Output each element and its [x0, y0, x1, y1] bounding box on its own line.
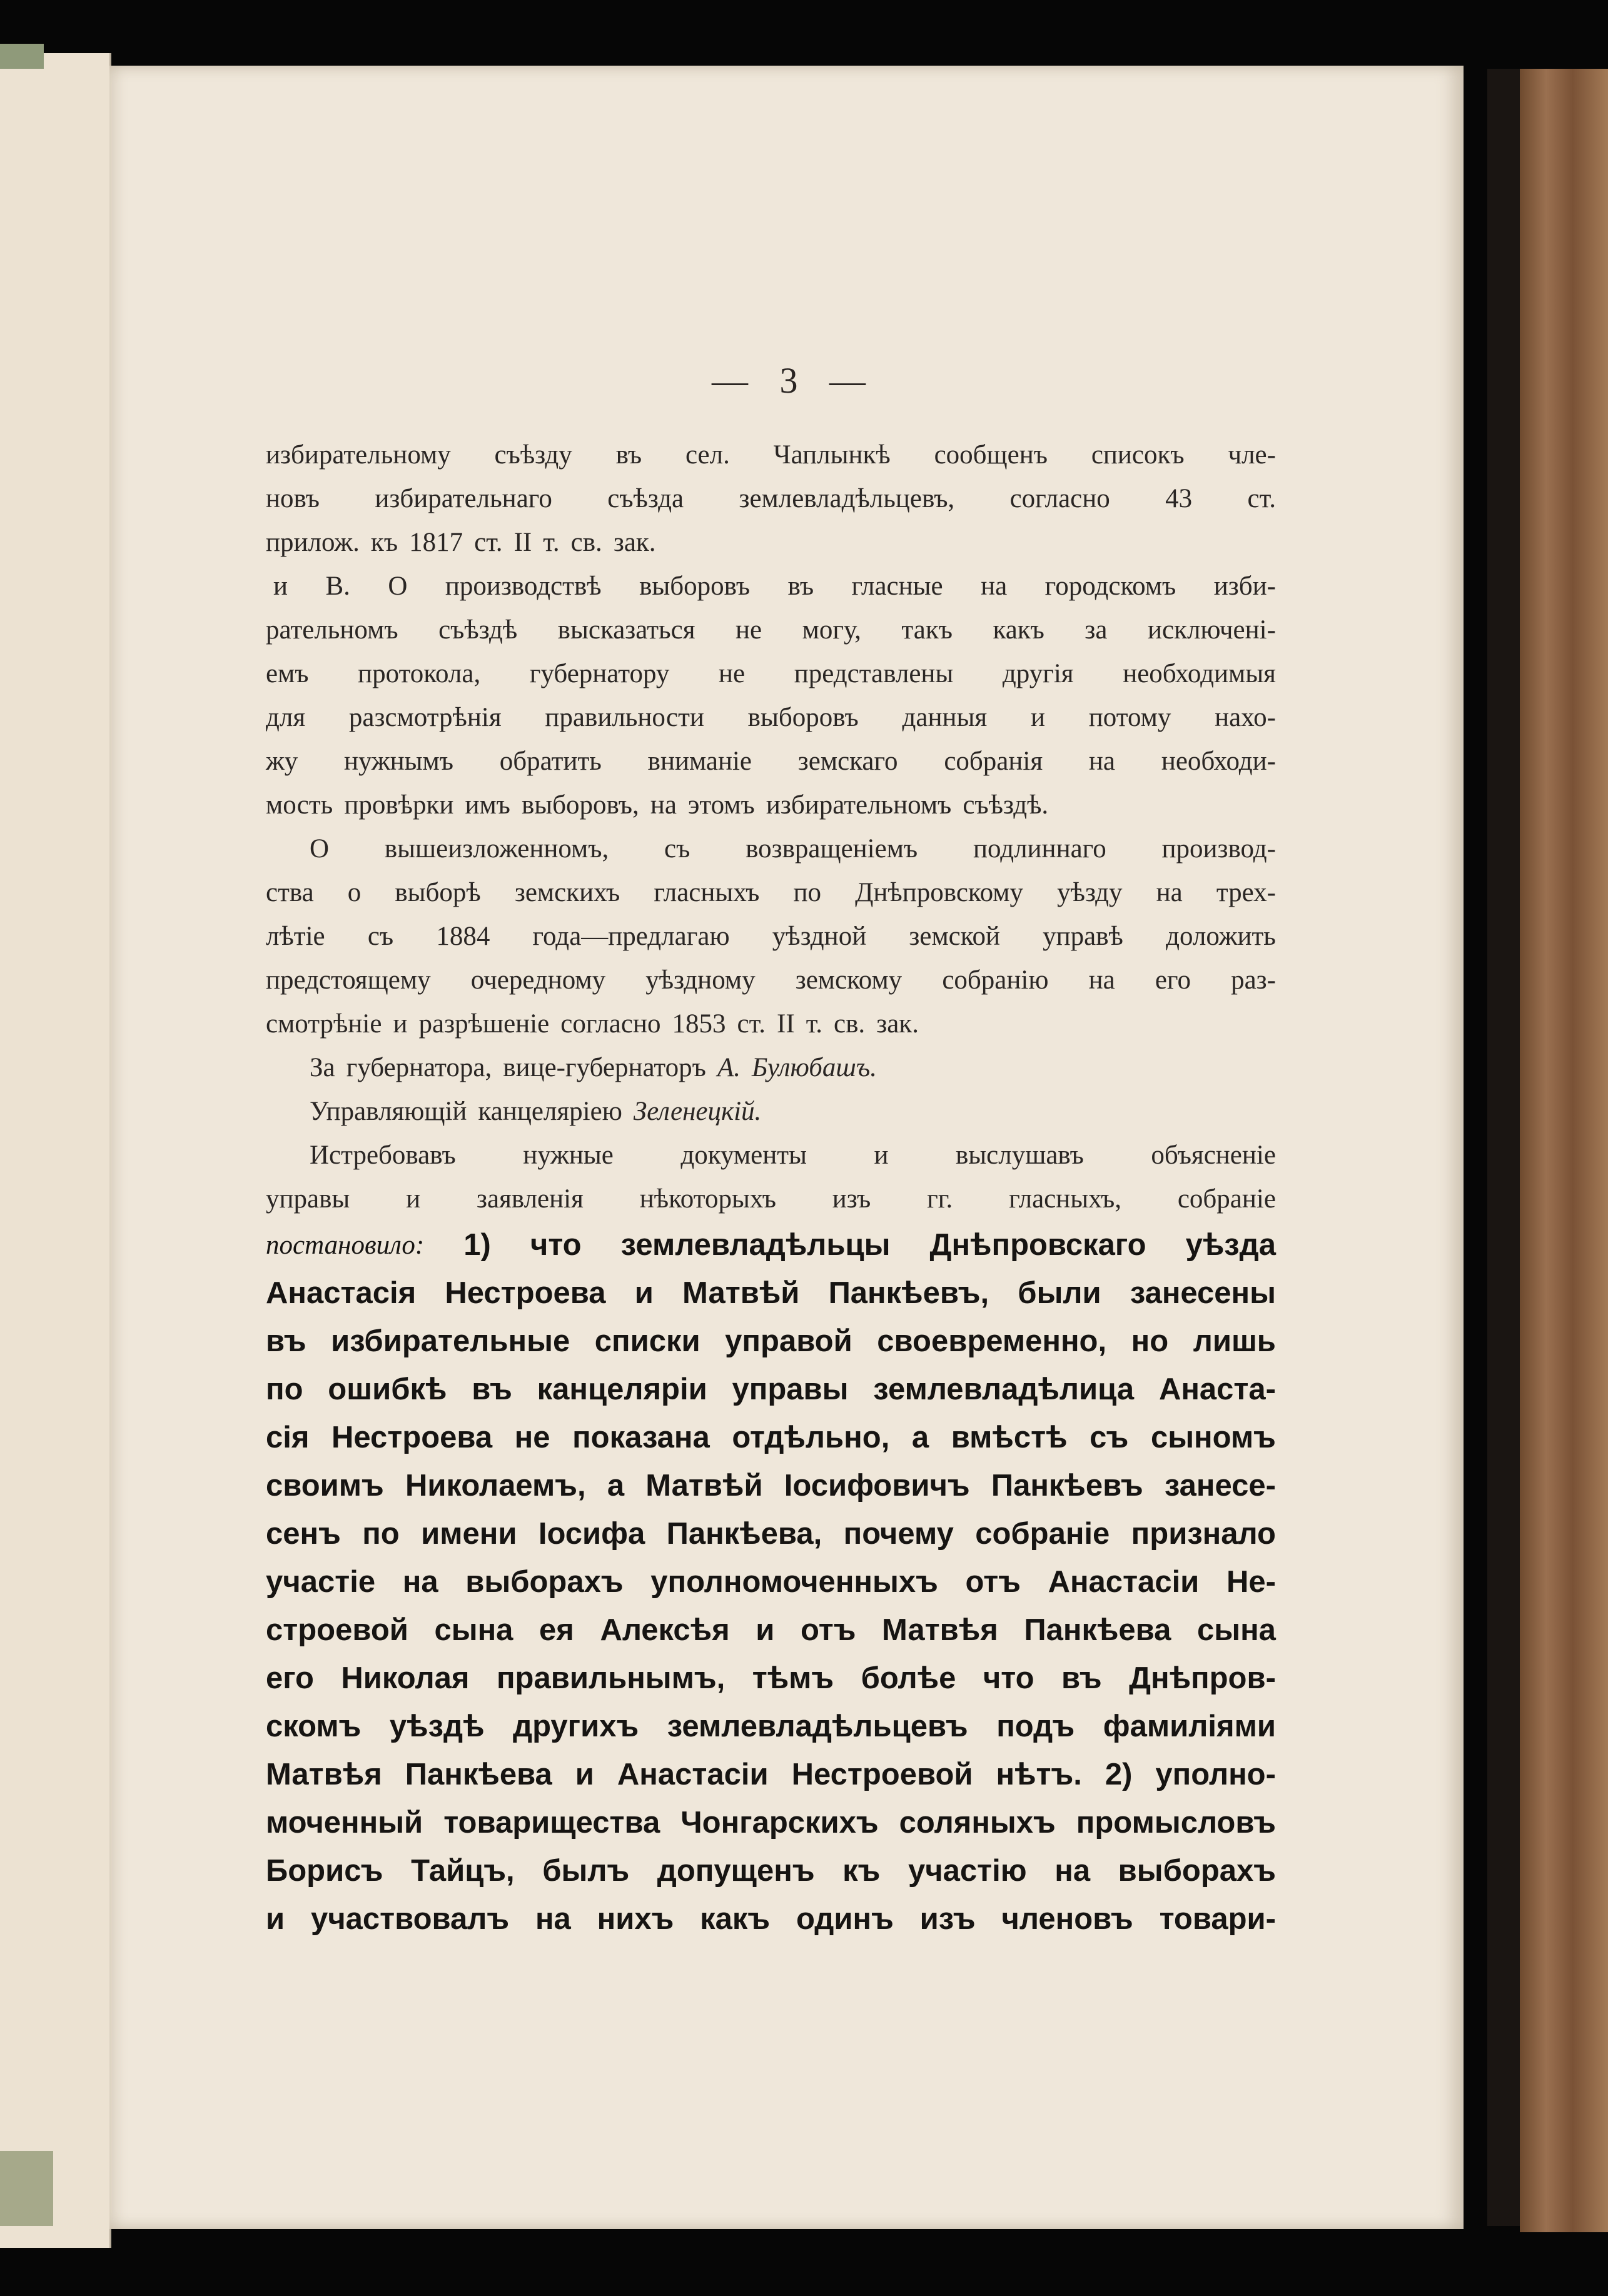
- text-line: [266, 1366, 1276, 1414]
- word: избирательномъ: [766, 790, 952, 820]
- word: выслушавъ: [955, 1140, 1084, 1170]
- word: губернатора,: [346, 1053, 492, 1082]
- word: какъ: [700, 1902, 771, 1936]
- word: землевладѣльцевъ: [667, 1709, 968, 1743]
- word: о: [347, 878, 362, 907]
- word: уѣзду: [1057, 878, 1123, 907]
- word: выборахъ: [1118, 1854, 1276, 1888]
- word: сія: [266, 1421, 310, 1454]
- word: нахо-: [1215, 703, 1276, 732]
- word: въ: [1061, 1661, 1102, 1695]
- word: своевременно,: [877, 1324, 1107, 1358]
- word: списки: [594, 1324, 700, 1358]
- text-line: [266, 1002, 1276, 1046]
- word: допущенъ: [657, 1854, 815, 1888]
- word: изби-: [1213, 571, 1276, 601]
- word: изъ: [832, 1184, 871, 1214]
- word: сенъ: [266, 1517, 341, 1551]
- word: сел.: [685, 440, 730, 470]
- word: этомъ: [687, 790, 755, 820]
- word: необходимыя: [1123, 659, 1276, 688]
- word: соляныхъ: [899, 1806, 1056, 1840]
- word: земской: [909, 922, 1000, 951]
- word: избирательные: [331, 1324, 570, 1358]
- word: вышеизложенномъ,: [384, 834, 609, 864]
- word: сына: [1196, 1613, 1276, 1647]
- word: въ: [266, 1324, 306, 1358]
- word: съ: [367, 922, 394, 951]
- word: Матвѣй: [682, 1276, 800, 1310]
- word: подлиннаго: [973, 834, 1106, 864]
- word: фамиліями: [1103, 1709, 1276, 1743]
- text-line: [266, 1654, 1276, 1703]
- page-number: — 3 —: [712, 360, 877, 401]
- word: уполно-: [1155, 1758, 1276, 1791]
- word: показана: [572, 1421, 710, 1454]
- word: строевой: [266, 1613, 408, 1647]
- previous-page-edge: [0, 53, 111, 2248]
- word: болѣе: [861, 1661, 956, 1695]
- word: и: [393, 1009, 408, 1039]
- word: отъ: [965, 1565, 1021, 1599]
- word: а: [607, 1469, 625, 1503]
- word: 2): [1105, 1758, 1133, 1791]
- word: представлены: [794, 659, 954, 688]
- text-line: [266, 521, 1276, 565]
- word: земскаго: [797, 747, 898, 776]
- word: св.: [570, 528, 602, 557]
- word: были: [1018, 1276, 1101, 1310]
- word: 1853: [672, 1009, 726, 1039]
- word: ст.: [1247, 484, 1276, 513]
- word: участвовалъ: [310, 1902, 510, 1936]
- word: документы: [680, 1140, 807, 1170]
- word: объясненіе: [1151, 1140, 1276, 1170]
- word: за: [1085, 615, 1108, 645]
- word: согласно: [560, 1009, 661, 1039]
- word: Нестроева: [331, 1421, 493, 1454]
- text-line: [266, 1134, 1276, 1177]
- book-cover-corner: [0, 2151, 53, 2226]
- word: занесены: [1130, 1276, 1276, 1310]
- text-line: [266, 1895, 1276, 1943]
- word: уѣздѣ: [389, 1709, 485, 1743]
- word: его: [266, 1661, 314, 1695]
- text-line: [266, 871, 1276, 915]
- word: собранію: [942, 965, 1049, 995]
- word: Іосифа: [538, 1517, 645, 1551]
- text-line: [266, 565, 1276, 608]
- word: собраніе: [975, 1517, 1110, 1551]
- word: согласно: [1009, 484, 1110, 513]
- word: Тайцъ,: [411, 1854, 515, 1888]
- book-cover-edge: [1520, 69, 1608, 2232]
- text-line: [266, 959, 1276, 1002]
- word: Николаемъ,: [405, 1469, 586, 1503]
- word: а: [911, 1421, 929, 1454]
- text-line: [266, 1510, 1276, 1558]
- word: промысловъ: [1076, 1806, 1276, 1840]
- word: потому: [1088, 703, 1171, 732]
- word: не: [719, 659, 746, 688]
- word: протокола,: [358, 659, 481, 688]
- text-line: [266, 433, 1276, 477]
- word: своимъ: [266, 1469, 384, 1503]
- word: къ: [370, 528, 398, 557]
- word: управѣ: [1043, 922, 1123, 951]
- word: городскомъ: [1044, 571, 1176, 601]
- word: и: [1030, 703, 1045, 732]
- text-line: [266, 1177, 1276, 1221]
- word: 43: [1165, 484, 1193, 513]
- word: Днѣпров-: [1129, 1661, 1276, 1695]
- word: и: [266, 1902, 285, 1936]
- text-line: [266, 1751, 1276, 1799]
- word: производ-: [1161, 834, 1276, 864]
- word: и: [634, 1276, 654, 1310]
- word: съѣздѣ: [438, 615, 518, 645]
- word: участію: [908, 1854, 1027, 1888]
- word: выборовъ: [639, 571, 751, 601]
- word: на: [981, 571, 1008, 601]
- word: уѣздному: [645, 965, 756, 995]
- word: ошибкѣ: [328, 1372, 447, 1406]
- word: Панкѣевъ,: [828, 1276, 989, 1310]
- word: земскихъ: [514, 878, 620, 907]
- word: смотрѣніе: [266, 1009, 382, 1039]
- word: занесе-: [1164, 1469, 1276, 1503]
- text-line: [266, 1462, 1276, 1510]
- text-line: [266, 1269, 1276, 1317]
- word: производствѣ: [445, 571, 602, 601]
- word: отъ: [801, 1613, 856, 1647]
- word: Анастасіи: [617, 1758, 769, 1791]
- word: былъ: [542, 1854, 630, 1888]
- word: За: [310, 1053, 335, 1082]
- word: имени: [421, 1517, 517, 1551]
- text-line: [266, 696, 1276, 740]
- word: землевладѣлица: [873, 1372, 1135, 1406]
- word: доложить: [1166, 922, 1276, 951]
- word: могу,: [802, 615, 861, 645]
- word: ея: [539, 1613, 574, 1647]
- word: Іосифовичъ: [784, 1469, 970, 1503]
- word: выборовъ,: [521, 790, 639, 820]
- word: землевладѣльцы: [620, 1228, 891, 1262]
- word: Николая: [341, 1661, 470, 1695]
- word: но: [1131, 1324, 1169, 1358]
- word: и: [874, 1140, 889, 1170]
- text-line: [266, 1558, 1276, 1606]
- word: года—предлагаю: [532, 922, 730, 951]
- word: съ: [1090, 1421, 1129, 1454]
- word: правильнымъ,: [496, 1661, 726, 1695]
- book-cover-corner: [0, 44, 44, 69]
- word: Нестроевой: [791, 1758, 973, 1791]
- word: 1817: [409, 528, 463, 557]
- word: заявленія: [477, 1184, 584, 1214]
- text-line: [266, 1046, 1276, 1090]
- document-body: [266, 433, 1276, 1943]
- word: Днѣпровскому: [855, 878, 1024, 907]
- word: Анаста-: [1158, 1372, 1276, 1406]
- word: гласныхъ,: [1009, 1184, 1121, 1214]
- word: собраніе: [1177, 1184, 1276, 1214]
- word: другія: [1002, 659, 1074, 688]
- word: гласныхъ: [654, 878, 760, 907]
- word: не: [736, 615, 762, 645]
- word: на: [535, 1902, 571, 1936]
- text-line: [266, 1317, 1276, 1366]
- word: почему: [843, 1517, 954, 1551]
- word: уѣздной: [772, 922, 867, 951]
- word: зак.: [613, 528, 656, 557]
- word: по: [362, 1517, 400, 1551]
- word: нѣтъ.: [996, 1758, 1082, 1791]
- word: другихъ: [513, 1709, 639, 1743]
- word: избирательнаго: [375, 484, 552, 513]
- word: товарищества: [443, 1806, 660, 1840]
- word: участіе: [266, 1565, 376, 1599]
- word: Борисъ: [266, 1854, 383, 1888]
- word: Алексѣя: [600, 1613, 730, 1647]
- word: нужные: [523, 1140, 614, 1170]
- word: лѣтіе: [266, 922, 325, 951]
- word: къ: [842, 1854, 881, 1888]
- word: признало: [1131, 1517, 1276, 1551]
- word: рательномъ: [266, 615, 398, 645]
- word: на: [1054, 1854, 1091, 1888]
- word: списокъ: [1091, 440, 1185, 470]
- text-line: [266, 1606, 1276, 1654]
- document-page: [109, 66, 1464, 2229]
- word: на: [650, 790, 677, 820]
- word: провѣрки: [344, 790, 454, 820]
- word: Матвѣя: [882, 1613, 998, 1647]
- word: 1884: [436, 922, 490, 951]
- word: Панкѣева: [405, 1758, 552, 1791]
- word: канцеляріи: [537, 1372, 707, 1406]
- word: не: [514, 1421, 550, 1454]
- text-line: [266, 783, 1276, 827]
- word: выборахъ: [465, 1565, 624, 1599]
- word: т.: [806, 1009, 822, 1039]
- word: съѣзда: [607, 484, 684, 513]
- word: одинъ: [796, 1902, 894, 1936]
- word: въ: [787, 571, 814, 601]
- word: его: [1155, 965, 1191, 995]
- word: канцеляріею: [478, 1097, 622, 1126]
- page-block-edge: [1487, 69, 1520, 2226]
- word: и: [406, 1184, 421, 1214]
- word: Матвѣя: [266, 1758, 382, 1791]
- word: съѣздѣ.: [963, 790, 1049, 820]
- word: вмѣстѣ: [951, 1421, 1068, 1454]
- word: сыномъ: [1150, 1421, 1276, 1454]
- text-line: [266, 740, 1276, 783]
- word: возвращеніемъ: [746, 834, 918, 864]
- word: т.: [543, 528, 560, 557]
- word: зак.: [876, 1009, 919, 1039]
- word: ст.: [474, 528, 503, 557]
- text-line: [266, 1703, 1276, 1751]
- word: Панкѣевъ: [991, 1469, 1143, 1503]
- word: необходи-: [1161, 747, 1276, 776]
- word: выборѣ: [395, 878, 481, 907]
- word: разсмотрѣнія: [348, 703, 502, 732]
- word: А.: [717, 1053, 741, 1082]
- word: землевладѣльцевъ,: [739, 484, 955, 513]
- word: св.: [834, 1009, 866, 1039]
- word: Панкѣева: [1024, 1613, 1171, 1647]
- word: съ: [664, 834, 690, 864]
- text-line: [266, 1414, 1276, 1462]
- word: постановило:: [266, 1231, 425, 1260]
- word: Зеленецкій.: [633, 1097, 762, 1126]
- word: для: [266, 703, 306, 732]
- word: по: [266, 1372, 303, 1406]
- word: на: [1088, 965, 1115, 995]
- text-line: [266, 608, 1276, 652]
- word: обратить: [499, 747, 602, 776]
- word: очередному: [470, 965, 606, 995]
- word: мость: [266, 790, 333, 820]
- word: Панкѣева,: [666, 1517, 822, 1551]
- word: губернатору: [529, 659, 670, 688]
- word: вниманіе: [647, 747, 752, 776]
- word: Матвѣй: [645, 1469, 763, 1503]
- word: вице-губернаторъ: [503, 1053, 706, 1082]
- word: Булюбашъ.: [752, 1053, 877, 1082]
- word: В.: [325, 571, 350, 601]
- word: раз-: [1231, 965, 1276, 995]
- word: исключені-: [1147, 615, 1276, 645]
- word: прилож.: [266, 528, 360, 557]
- word: разрѣшеніе: [418, 1009, 550, 1039]
- word: II: [777, 1009, 795, 1039]
- word: на: [402, 1565, 438, 1599]
- word: сына: [434, 1613, 513, 1647]
- word: и: [273, 571, 288, 601]
- word: и: [575, 1758, 594, 1791]
- word: уполномоченныхъ: [650, 1565, 938, 1599]
- word: Чаплынкѣ: [773, 440, 891, 470]
- word: подъ: [996, 1709, 1075, 1743]
- word: управы: [266, 1184, 350, 1214]
- word: земскому: [795, 965, 903, 995]
- word: сообщенъ: [934, 440, 1048, 470]
- word: 1): [463, 1228, 491, 1262]
- word: Анастасія: [266, 1276, 417, 1310]
- word: О: [388, 571, 408, 601]
- word: что: [983, 1661, 1034, 1695]
- word: управой: [725, 1324, 852, 1358]
- word: по: [793, 878, 821, 907]
- word: высказаться: [557, 615, 695, 645]
- text-line: [266, 827, 1276, 871]
- text-line: [266, 1221, 1276, 1269]
- word: Не-: [1226, 1565, 1276, 1599]
- word: выборовъ: [747, 703, 859, 732]
- word: на: [1156, 878, 1183, 907]
- word: въ: [615, 440, 642, 470]
- word: имъ: [465, 790, 510, 820]
- word: членовъ: [1001, 1902, 1133, 1936]
- word: Истребовавъ: [310, 1140, 456, 1170]
- word: Нестроева: [445, 1276, 606, 1310]
- word: нѣкоторыхъ: [639, 1184, 776, 1214]
- word: скомъ: [266, 1709, 362, 1743]
- text-line: [266, 1847, 1276, 1895]
- word: товари-: [1159, 1902, 1276, 1936]
- word: гг.: [927, 1184, 953, 1214]
- word: новъ: [266, 484, 320, 513]
- word: управы: [732, 1372, 849, 1406]
- word: О: [310, 834, 330, 864]
- word: съѣзду: [494, 440, 572, 470]
- word: избирательному: [266, 440, 451, 470]
- word: отдѣльно,: [732, 1421, 890, 1454]
- word: правильности: [545, 703, 704, 732]
- word: Анастасіи: [1048, 1565, 1200, 1599]
- word: уѣзда: [1185, 1228, 1276, 1262]
- word: трех-: [1216, 878, 1276, 907]
- word: нужнымъ: [344, 747, 454, 776]
- word: Управляющій: [310, 1097, 467, 1126]
- word: какъ: [993, 615, 1044, 645]
- word: ст.: [737, 1009, 766, 1039]
- word: чле-: [1228, 440, 1276, 470]
- word: въ: [472, 1372, 512, 1406]
- word: Чонгарскихъ: [680, 1806, 879, 1840]
- word: собранія: [944, 747, 1043, 776]
- word: Днѣпровскаго: [929, 1228, 1146, 1262]
- word: и: [756, 1613, 775, 1647]
- text-line: [266, 915, 1276, 959]
- text-line: [266, 477, 1276, 521]
- word: тѣмъ: [752, 1661, 834, 1695]
- word: емъ: [266, 659, 309, 688]
- word: ства: [266, 878, 314, 907]
- text-line: [266, 1799, 1276, 1847]
- text-line: [266, 1090, 1276, 1134]
- word: что: [530, 1228, 582, 1262]
- text-line: [266, 652, 1276, 696]
- word: на: [1088, 747, 1116, 776]
- word: II: [513, 528, 532, 557]
- word: жу: [266, 747, 298, 776]
- word: предстоящему: [266, 965, 431, 995]
- word: такъ: [901, 615, 953, 645]
- word: лишь: [1193, 1324, 1276, 1358]
- word: данныя: [902, 703, 988, 732]
- word: нихъ: [597, 1902, 674, 1936]
- word: моченный: [266, 1806, 423, 1840]
- word: гласные: [851, 571, 943, 601]
- word: изъ: [919, 1902, 976, 1936]
